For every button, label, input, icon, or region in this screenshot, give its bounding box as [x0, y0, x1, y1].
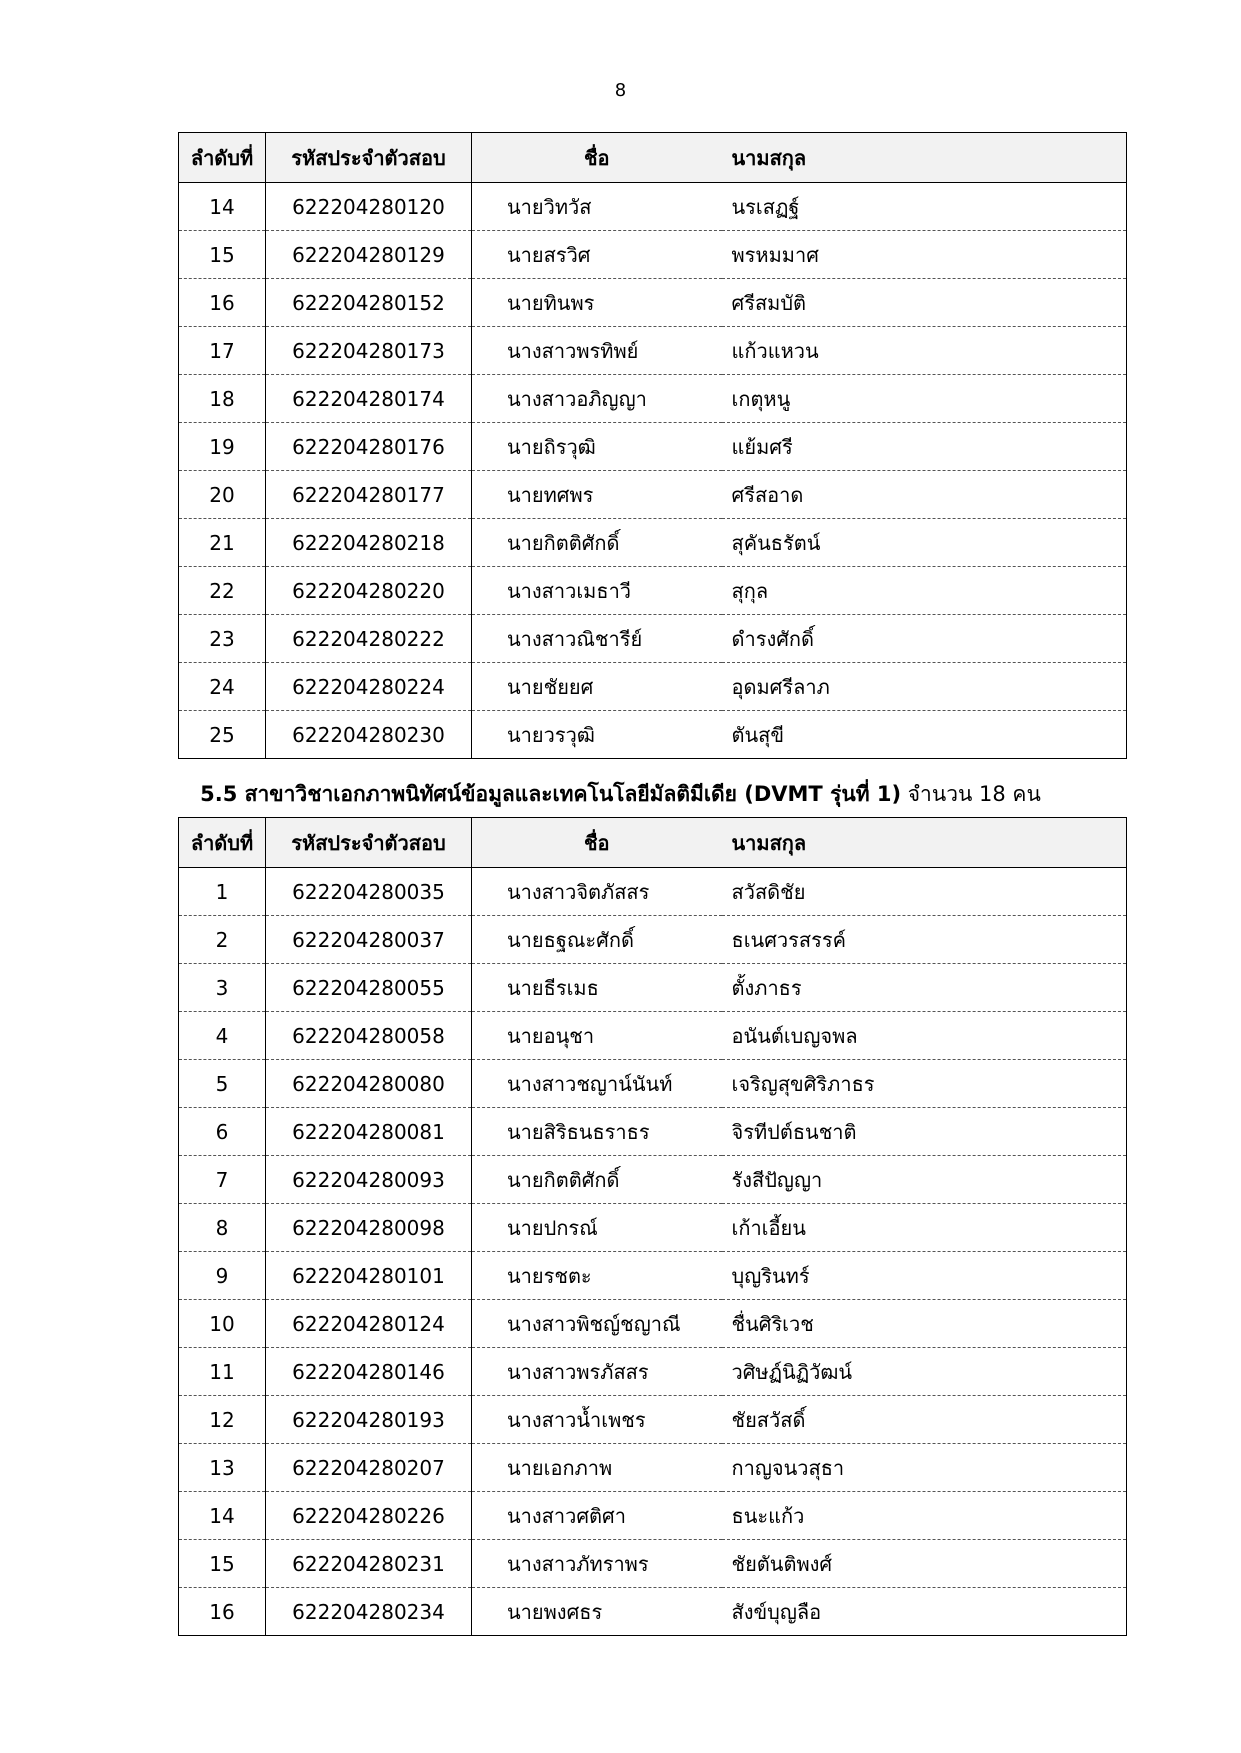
- cell-no: 1: [179, 868, 266, 916]
- cell-exam-id: 622204280230: [266, 711, 472, 759]
- table-row: [179, 1012, 1127, 1060]
- column-header-first-name: ชื่อ: [472, 133, 722, 183]
- table-header-row: [179, 133, 1127, 183]
- cell-last-name: ธเนศวรสรรค์: [722, 916, 1127, 964]
- cell-last-name: ดำรงศักดิ์: [722, 615, 1127, 663]
- table-row: [179, 1156, 1127, 1204]
- cell-no: 16: [179, 279, 266, 327]
- cell-no: 24: [179, 663, 266, 711]
- table-row: [179, 1396, 1127, 1444]
- cell-no: 21: [179, 519, 266, 567]
- column-header-last-name: นามสกุล: [722, 818, 1127, 868]
- cell-exam-id: 622204280101: [266, 1252, 472, 1300]
- cell-first-name: นายเอกภาพ: [472, 1444, 722, 1492]
- cell-no: 15: [179, 231, 266, 279]
- cell-exam-id: 622204280222: [266, 615, 472, 663]
- table-row: [179, 1060, 1127, 1108]
- cell-first-name: นายปกรณ์: [472, 1204, 722, 1252]
- cell-no: 20: [179, 471, 266, 519]
- cell-no: 9: [179, 1252, 266, 1300]
- section-count: จำนวน 18 คน: [901, 782, 1041, 806]
- cell-last-name: ตันสุขี: [722, 711, 1127, 759]
- cell-last-name: เกตุหนู: [722, 375, 1127, 423]
- cell-first-name: นางสาวอภิญญา: [472, 375, 722, 423]
- cell-first-name: นางสาวน้ำเพชร: [472, 1396, 722, 1444]
- cell-no: 12: [179, 1396, 266, 1444]
- cell-exam-id: 622204280218: [266, 519, 472, 567]
- cell-last-name: ชัยสวัสดิ์: [722, 1396, 1127, 1444]
- page-number: 8: [614, 80, 627, 101]
- cell-last-name: จิรทีปต์ธนชาติ: [722, 1108, 1127, 1156]
- cell-last-name: วศิษฏ์นิฏิวัฒน์: [722, 1348, 1127, 1396]
- cell-no: 23: [179, 615, 266, 663]
- cell-last-name: สุคันธรัตน์: [722, 519, 1127, 567]
- cell-no: 8: [179, 1204, 266, 1252]
- column-header-no: ลำดับที่: [179, 133, 266, 183]
- cell-no: 18: [179, 375, 266, 423]
- cell-first-name: นางสาวพรภัสสร: [472, 1348, 722, 1396]
- cell-exam-id: 622204280093: [266, 1156, 472, 1204]
- cell-first-name: นางสาวพิชญ์ชญาณี: [472, 1300, 722, 1348]
- cell-first-name: นายอนุชา: [472, 1012, 722, 1060]
- cell-first-name: นายชัยยศ: [472, 663, 722, 711]
- cell-last-name: ศรีสอาด: [722, 471, 1127, 519]
- cell-no: 2: [179, 916, 266, 964]
- cell-no: 13: [179, 1444, 266, 1492]
- cell-no: 16: [179, 1588, 266, 1636]
- cell-first-name: นายทศพร: [472, 471, 722, 519]
- cell-last-name: เจริญสุขศิริภาธร: [722, 1060, 1127, 1108]
- table-row: [179, 711, 1127, 759]
- cell-last-name: สุกุล: [722, 567, 1127, 615]
- table-row: [179, 183, 1127, 231]
- cell-exam-id: 622204280146: [266, 1348, 472, 1396]
- table-row: [179, 471, 1127, 519]
- cell-last-name: เก้าเอี้ยน: [722, 1204, 1127, 1252]
- cell-no: 19: [179, 423, 266, 471]
- cell-exam-id: 622204280173: [266, 327, 472, 375]
- table-row: [179, 1108, 1127, 1156]
- table-row: [179, 279, 1127, 327]
- cell-exam-id: 622204280081: [266, 1108, 472, 1156]
- column-header-no: ลำดับที่: [179, 818, 266, 868]
- cell-first-name: นางสาวจิตภัสสร: [472, 868, 722, 916]
- cell-no: 25: [179, 711, 266, 759]
- cell-first-name: นางสาวณิชารีย์: [472, 615, 722, 663]
- cell-first-name: นางสาวพรทิพย์: [472, 327, 722, 375]
- cell-first-name: นางสาวเมธาวี: [472, 567, 722, 615]
- student-table-continued: [178, 132, 1127, 759]
- table-row: [179, 1444, 1127, 1492]
- cell-last-name: พรหมมาศ: [722, 231, 1127, 279]
- cell-exam-id: 622204280234: [266, 1588, 472, 1636]
- cell-no: 6: [179, 1108, 266, 1156]
- column-header-exam-id: รหัสประจำตัวสอบ: [266, 818, 472, 868]
- table-row: [179, 1348, 1127, 1396]
- cell-last-name: ศรีสมบัติ: [722, 279, 1127, 327]
- cell-exam-id: 622204280176: [266, 423, 472, 471]
- cell-exam-id: 622204280037: [266, 916, 472, 964]
- cell-last-name: สังข์บุญลือ: [722, 1588, 1127, 1636]
- cell-exam-id: 622204280129: [266, 231, 472, 279]
- cell-no: 10: [179, 1300, 266, 1348]
- table-header-row: [179, 818, 1127, 868]
- table-row: [179, 375, 1127, 423]
- cell-exam-id: 622204280055: [266, 964, 472, 1012]
- cell-last-name: รังสีปัญญา: [722, 1156, 1127, 1204]
- cell-last-name: ตั้งภาธร: [722, 964, 1127, 1012]
- table-row: [179, 519, 1127, 567]
- cell-no: 14: [179, 183, 266, 231]
- cell-first-name: นายรชตะ: [472, 1252, 722, 1300]
- table-row: [179, 327, 1127, 375]
- table-row: [179, 231, 1127, 279]
- table-row: [179, 868, 1127, 916]
- cell-last-name: สวัสดิชัย: [722, 868, 1127, 916]
- section-title: 5.5 สาขาวิชาเอกภาพนิทัศน์ข้อมูลและเทคโนโลยีมัลติมีเดีย (DVMT รุ่นที่ 1): [200, 782, 902, 806]
- cell-first-name: นางสาวศติศา: [472, 1492, 722, 1540]
- cell-first-name: นายธฐณะศักดิ์: [472, 916, 722, 964]
- cell-no: 11: [179, 1348, 266, 1396]
- cell-exam-id: 622204280224: [266, 663, 472, 711]
- table-row: [179, 615, 1127, 663]
- cell-last-name: อุดมศรีลาภ: [722, 663, 1127, 711]
- table-row: [179, 1204, 1127, 1252]
- cell-exam-id: 622204280193: [266, 1396, 472, 1444]
- cell-first-name: นายพงศธร: [472, 1588, 722, 1636]
- cell-exam-id: 622204280124: [266, 1300, 472, 1348]
- table-row: [179, 916, 1127, 964]
- column-header-last-name: นามสกุล: [722, 133, 1127, 183]
- cell-first-name: นายสรวิศ: [472, 231, 722, 279]
- cell-first-name: นายกิตติศักดิ์: [472, 519, 722, 567]
- cell-exam-id: 622204280098: [266, 1204, 472, 1252]
- cell-no: 17: [179, 327, 266, 375]
- section-heading: [0, 778, 1241, 811]
- cell-exam-id: 622204280058: [266, 1012, 472, 1060]
- table-row: [179, 423, 1127, 471]
- table-row: [179, 1300, 1127, 1348]
- table-row: [179, 964, 1127, 1012]
- cell-first-name: นายทินพร: [472, 279, 722, 327]
- cell-first-name: นายธีรเมธ: [472, 964, 722, 1012]
- cell-exam-id: 622204280220: [266, 567, 472, 615]
- cell-no: 7: [179, 1156, 266, 1204]
- cell-exam-id: 622204280231: [266, 1540, 472, 1588]
- cell-first-name: นายกิตติศักดิ์: [472, 1156, 722, 1204]
- cell-last-name: บุญรินทร์: [722, 1252, 1127, 1300]
- cell-last-name: ชัยตันติพงศ์: [722, 1540, 1127, 1588]
- cell-last-name: นรเสฏฐ์: [722, 183, 1127, 231]
- cell-no: 4: [179, 1012, 266, 1060]
- table-row: [179, 1252, 1127, 1300]
- cell-first-name: นายสิริธนธราธร: [472, 1108, 722, 1156]
- cell-no: 22: [179, 567, 266, 615]
- cell-first-name: นางสาวชญาน์นันท์: [472, 1060, 722, 1108]
- cell-first-name: นายวิทวัส: [472, 183, 722, 231]
- cell-exam-id: 622204280120: [266, 183, 472, 231]
- cell-first-name: นายถิรวุฒิ: [472, 423, 722, 471]
- cell-last-name: แย้มศรี: [722, 423, 1127, 471]
- cell-exam-id: 622204280035: [266, 868, 472, 916]
- cell-no: 5: [179, 1060, 266, 1108]
- cell-first-name: นายวรวุฒิ: [472, 711, 722, 759]
- column-header-exam-id: รหัสประจำตัวสอบ: [266, 133, 472, 183]
- table-row: [179, 663, 1127, 711]
- table-row: [179, 1492, 1127, 1540]
- cell-exam-id: 622204280152: [266, 279, 472, 327]
- cell-last-name: กาญจนวสุธา: [722, 1444, 1127, 1492]
- cell-exam-id: 622204280207: [266, 1444, 472, 1492]
- cell-exam-id: 622204280080: [266, 1060, 472, 1108]
- table-row: [179, 1540, 1127, 1588]
- cell-exam-id: 622204280174: [266, 375, 472, 423]
- cell-exam-id: 622204280177: [266, 471, 472, 519]
- cell-exam-id: 622204280226: [266, 1492, 472, 1540]
- cell-no: 15: [179, 1540, 266, 1588]
- cell-last-name: ชื่นศิริเวช: [722, 1300, 1127, 1348]
- student-table-dvmt: [178, 817, 1127, 1636]
- cell-first-name: นางสาวภัทราพร: [472, 1540, 722, 1588]
- cell-last-name: แก้วแหวน: [722, 327, 1127, 375]
- cell-last-name: ธนะแก้ว: [722, 1492, 1127, 1540]
- table-row: [179, 1588, 1127, 1636]
- cell-no: 3: [179, 964, 266, 1012]
- column-header-first-name: ชื่อ: [472, 818, 722, 868]
- cell-no: 14: [179, 1492, 266, 1540]
- cell-last-name: อนันต์เบญจพล: [722, 1012, 1127, 1060]
- table-row: [179, 567, 1127, 615]
